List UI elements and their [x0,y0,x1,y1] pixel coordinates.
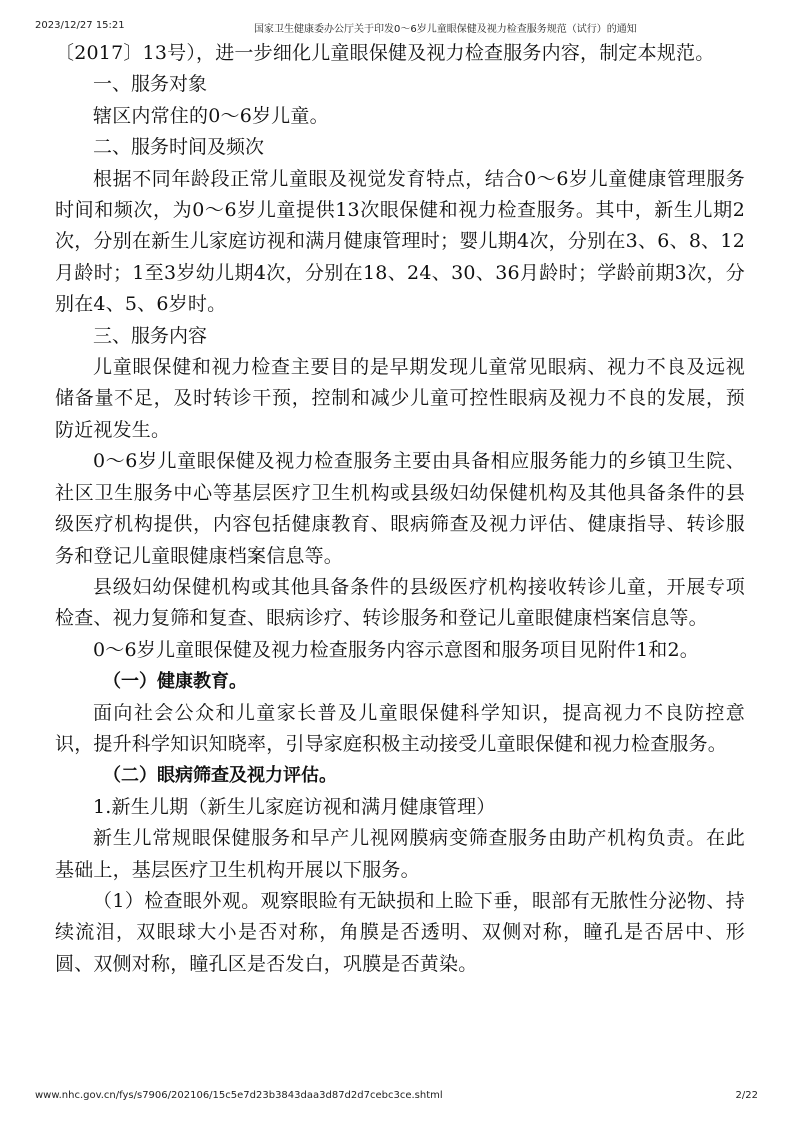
paragraph: （1）检查眼外观。观察眼睑有无缺损和上睑下垂，眼部有无脓性分泌物、持续流泪，双眼球大小是否对称，角膜是否透明、双侧对称，瞳孔是否居中、形圆、双侧对称，瞳孔区是否发白，巩膜是否黄染。 [55,889,745,975]
paragraph: 0～6岁儿童眼保健及视力检查服务主要由具备相应服务能力的乡镇卫生院、社区卫生服务中心等基层医疗卫生机构或县级妇幼保健机构及其他具备条件的县级医疗机构提供，内容包括健康教育、眼病筛查及视力评估、健康指导、转诊服务和登记儿童眼健康档案信息等。 [55,450,745,567]
print-header [0,20,793,36]
print-footer [0,1090,793,1106]
page-number: 2/22 [735,1090,758,1101]
print-timestamp: 2023/12/27 15:21 [35,20,125,31]
section-heading-service-target: 一、服务对象 [93,73,208,96]
paragraph: 根据不同年龄段正常儿童眼及视觉发育特点，结合0～6岁儿童健康管理服务时间和频次，为0～6岁儿童提供13次眼保健和视力检查服务。其中，新生儿期2次，分别在新生儿家庭访视和满月健康管理时；婴儿期4次，分别在3、6、8、12月龄时；1至3岁幼儿期4次，分别在18、24、30、36月龄时；学龄前期3次，分别在4、5、6岁时。 [55,167,746,316]
paragraph: 儿童眼保健和视力检查主要目的是早期发现儿童常见眼病、视力不良及远视储备量不足，及时转诊干预，控制和减少儿童可控性眼病及视力不良的发展，预防近视发生。 [55,356,745,441]
paragraph: 1.新生儿期（新生儿家庭访视和满月健康管理） [93,795,496,818]
subsection-heading-health-education: （一）健康教育。 [103,671,247,693]
print-url: www.nhc.gov.cn/fys/s7906/202106/15c5e7d23b3843daa3d87d2d7cebc3ce.shtml [35,1090,443,1101]
section-heading-service-time: 二、服务时间及频次 [93,136,265,159]
paragraph: 新生儿常规眼保健服务和早产儿视网膜病变筛查服务由助产机构负责。在此基础上，基层医疗卫生机构开展以下服务。 [55,827,745,881]
paragraph: 〔2017〕13号），进一步细化儿童眼保健及视力检查服务内容，制定本规范。 [55,42,715,64]
paragraph: 0～6岁儿童眼保健及视力检查服务内容示意图和服务项目见附件1和2。 [93,638,699,661]
paragraph: 辖区内常住的0～6岁儿童。 [93,104,329,127]
paragraph: 县级妇幼保健机构或其他具备条件的县级医疗机构接收转诊儿童，开展专项检查、视力复筛和复查、眼病诊疗、转诊服务和登记儿童眼健康档案信息等。 [55,575,745,630]
print-page-title: 国家卫生健康委办公厅关于印发0～6岁儿童眼保健及视力检查服务规范（试行）的通知 [254,24,637,35]
section-heading-service-content: 三、服务内容 [93,324,208,347]
paragraph: 面向社会公众和儿童家长普及儿童眼保健科学知识，提高视力不良防控意识，提升科学知识知晓率，引导家庭积极主动接受儿童眼保健和视力检查服务。 [55,701,745,755]
document-body [55,38,745,980]
subsection-heading-screening: （二）眼病筛查及视力评估。 [103,765,337,787]
